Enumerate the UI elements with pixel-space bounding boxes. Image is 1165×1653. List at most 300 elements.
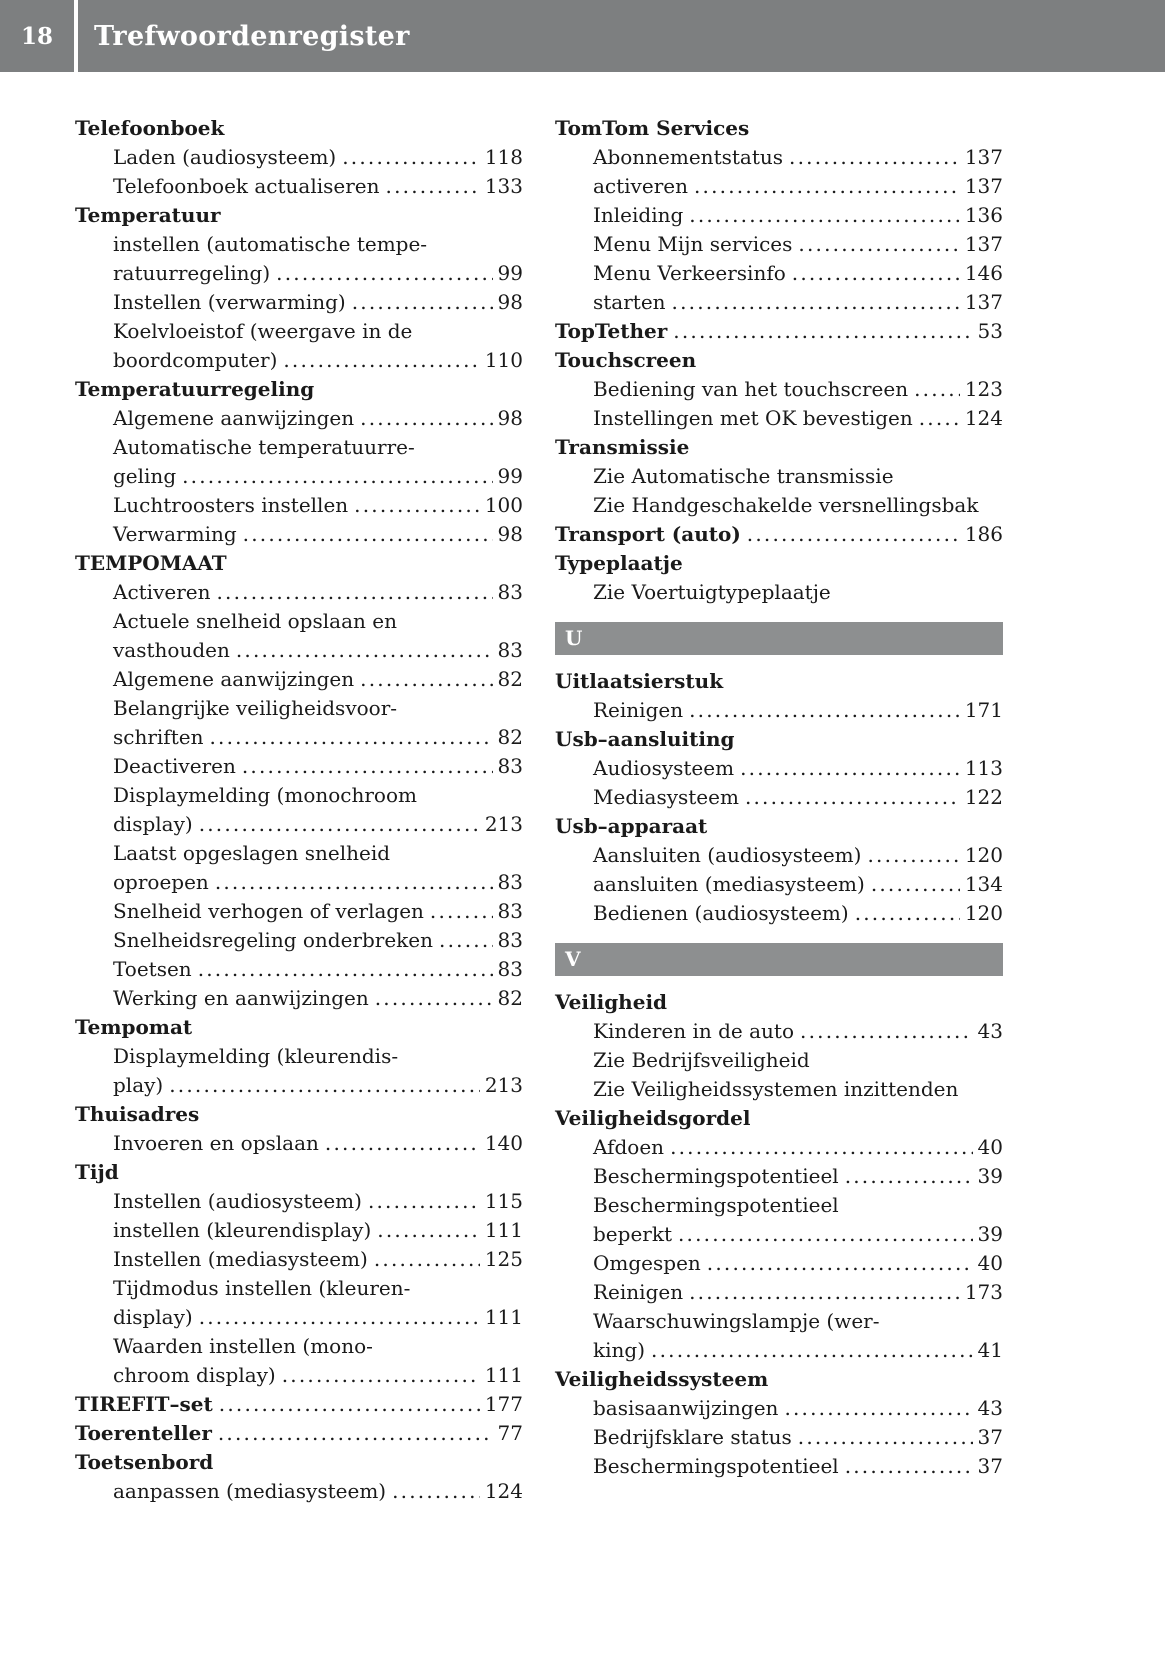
page-ref: 171 — [964, 698, 1003, 722]
index-heading — [555, 1365, 1003, 1394]
index-entry — [555, 1249, 1003, 1278]
entry-label: Toetsenbord — [75, 1450, 214, 1474]
index-entry — [75, 1245, 523, 1274]
dot-leader — [352, 288, 493, 317]
entry-label: Actuele snelheid opslaan en — [113, 609, 397, 633]
index-heading — [555, 114, 1003, 143]
entry-label: Kinderen in de auto — [593, 1019, 795, 1043]
entry-label: Toetsen — [113, 957, 192, 981]
entry-label: basisaanwijzingen — [593, 1396, 779, 1420]
dot-leader — [694, 172, 960, 201]
page-number: 18 — [20, 22, 53, 50]
entry-label: Reinigen — [593, 1280, 684, 1304]
dot-leader — [169, 1071, 480, 1100]
dot-leader — [689, 1278, 960, 1307]
page-ref: 100 — [484, 493, 523, 517]
dot-leader — [740, 754, 960, 783]
index-entry — [75, 781, 523, 810]
dot-leader — [209, 723, 492, 752]
entry-label: boordcomputer) — [113, 348, 278, 372]
dot-leader — [747, 520, 960, 549]
index-entry — [75, 926, 523, 955]
dot-leader — [360, 665, 492, 694]
page-ref: 82 — [497, 986, 523, 1010]
entry-label: oproepen — [113, 870, 209, 894]
dot-leader — [919, 404, 960, 433]
entry-label: Luchtroosters instellen — [113, 493, 349, 517]
page-ref: 111 — [484, 1305, 523, 1329]
index-entry — [555, 1307, 1003, 1336]
page-ref: 123 — [964, 377, 1003, 401]
dot-leader — [282, 1361, 480, 1390]
dot-leader — [670, 1133, 972, 1162]
page-ref: 118 — [484, 145, 523, 169]
dot-leader — [342, 143, 480, 172]
index-entry — [555, 754, 1003, 783]
index-entry — [75, 520, 523, 549]
page-ref: 83 — [497, 638, 523, 662]
entry-label: Aansluiten (audiosysteem) — [593, 843, 862, 867]
index-entry — [555, 462, 1003, 491]
entry-label: Abonnementstatus — [593, 145, 784, 169]
dot-leader — [368, 1187, 480, 1216]
dot-leader — [283, 346, 479, 375]
dot-leader — [217, 578, 493, 607]
index-entry — [75, 491, 523, 520]
index-heading — [555, 549, 1003, 578]
index-entry — [75, 636, 523, 665]
entry-label: Waarden instellen (mono- — [113, 1334, 373, 1358]
page-ref: 115 — [484, 1189, 523, 1213]
entry-label: Laatst opgeslagen snelheid — [113, 841, 391, 865]
dot-leader — [689, 201, 960, 230]
entry-label: Werking en aanwijzingen — [113, 986, 369, 1010]
dot-leader — [375, 984, 493, 1013]
page-ref: 40 — [977, 1251, 1003, 1275]
index-entry — [75, 462, 523, 491]
dot-leader — [871, 870, 960, 899]
page-header — [0, 0, 1165, 72]
entry-label: Instellen (mediasysteem) — [113, 1247, 368, 1271]
index-entry — [75, 346, 523, 375]
index-entry — [555, 172, 1003, 201]
entry-label: Snelheid verhogen of verlagen — [113, 899, 424, 923]
index-entry — [75, 607, 523, 636]
page-ref: 113 — [964, 756, 1003, 780]
entry-label: Deactiveren — [113, 754, 236, 778]
dot-leader — [673, 317, 972, 346]
entry-label: Usb–apparaat — [555, 814, 708, 838]
page-ref: 125 — [484, 1247, 523, 1271]
entry-label: Inleiding — [593, 203, 684, 227]
index-entry — [555, 1162, 1003, 1191]
index-column-right — [555, 114, 1003, 1506]
dot-leader — [672, 288, 960, 317]
entry-label: Veiligheid — [555, 990, 668, 1014]
entry-label: aanpassen (mediasysteem) — [113, 1479, 387, 1503]
entry-label: TEMPOMAAT — [75, 551, 227, 575]
entry-label: Toerenteller — [75, 1421, 212, 1445]
section-bar-u — [555, 622, 1003, 655]
entry-label: instellen (kleurendisplay) — [113, 1218, 372, 1242]
dot-leader — [198, 955, 493, 984]
index-entry — [75, 317, 523, 346]
entry-label: Bedrijfsklare status — [593, 1425, 792, 1449]
entry-label: Audiosysteem — [593, 756, 735, 780]
index-entry — [555, 259, 1003, 288]
page-ref: 136 — [964, 203, 1003, 227]
page-ref: 134 — [964, 872, 1003, 896]
index-heading — [75, 1100, 523, 1129]
index-entry — [555, 1394, 1003, 1423]
entry-label: Bediening van het touchscreen — [593, 377, 909, 401]
index-entry — [75, 259, 523, 288]
dot-leader — [867, 841, 959, 870]
dot-leader — [236, 636, 493, 665]
page-ref: 186 — [964, 522, 1003, 546]
entry-label: TopTether — [555, 319, 668, 343]
index-entry — [75, 288, 523, 317]
section-letter: V — [565, 947, 581, 971]
index-heading — [555, 988, 1003, 1017]
index-entry — [75, 723, 523, 752]
page-ref: 98 — [497, 406, 523, 430]
index-heading — [75, 1013, 523, 1042]
page-ref: 83 — [497, 870, 523, 894]
entry-label: Zie Handgeschakelde versnellingsbak — [593, 493, 979, 517]
index-entry — [555, 201, 1003, 230]
dot-leader — [218, 1419, 493, 1448]
index-entry — [75, 955, 523, 984]
entry-label: Zie Voertuigtypeplaatje — [593, 580, 831, 604]
entry-label: Transport (auto) — [555, 522, 741, 546]
page-ref: 83 — [497, 899, 523, 923]
dot-leader — [276, 259, 492, 288]
entry-label: Bedienen (audiosysteem) — [593, 901, 849, 925]
dot-leader — [219, 1390, 480, 1419]
entry-label: Activeren — [113, 580, 211, 604]
index-entry — [555, 230, 1003, 259]
index-entry — [555, 1452, 1003, 1481]
index-entry — [555, 288, 1003, 317]
dot-leader — [792, 259, 960, 288]
entry-label: activeren — [593, 174, 688, 198]
index-entry — [555, 1075, 1003, 1104]
page-ref: 124 — [964, 406, 1003, 430]
page-ref: 40 — [977, 1135, 1003, 1159]
entry-label: Menu Mijn services — [593, 232, 793, 256]
entry-label: display) — [113, 1305, 193, 1329]
entry-label: Belangrijke veiligheidsvoor- — [113, 696, 398, 720]
index-entry — [555, 1133, 1003, 1162]
page-ref: 137 — [964, 232, 1003, 256]
dot-leader — [392, 1477, 480, 1506]
entry-label: Displaymelding (kleurendis- — [113, 1044, 399, 1068]
dot-leader — [651, 1336, 973, 1365]
index-heading — [555, 433, 1003, 462]
page-ref: 53 — [977, 319, 1003, 343]
entry-label: Tijd — [75, 1160, 119, 1184]
dot-leader — [914, 375, 960, 404]
dot-leader — [430, 897, 493, 926]
entry-label: Tijdmodus instellen (kleuren- — [113, 1276, 411, 1300]
index-entry — [75, 1042, 523, 1071]
dot-leader — [855, 899, 960, 928]
entry-label: Temperatuur — [75, 203, 221, 227]
entry-label: Beschermingspotentieel — [593, 1454, 839, 1478]
page-ref: 39 — [977, 1222, 1003, 1246]
page-ref: 98 — [497, 290, 523, 314]
page-ref: 83 — [497, 928, 523, 952]
entry-label: Displaymelding (monochroom — [113, 783, 417, 807]
index-column-left — [75, 114, 523, 1506]
entry-label: Telefoonboek actualiseren — [113, 174, 380, 198]
page-ref: 83 — [497, 754, 523, 778]
page-title: Trefwoordenregister — [94, 20, 410, 52]
page-ref: 120 — [964, 843, 1003, 867]
entry-label: Invoeren en opslaan — [113, 1131, 319, 1155]
index-heading — [75, 1390, 523, 1419]
entry-label: Laden (audiosysteem) — [113, 145, 337, 169]
dot-leader — [360, 404, 492, 433]
index-heading — [555, 667, 1003, 696]
entry-label: play) — [113, 1073, 164, 1097]
page-ref: 133 — [484, 174, 523, 198]
index-entry — [555, 1278, 1003, 1307]
entry-label: Instellen (audiosysteem) — [113, 1189, 362, 1213]
index-heading — [75, 201, 523, 230]
index-heading — [555, 346, 1003, 375]
entry-label: TIREFIT–set — [75, 1392, 213, 1416]
index-entry — [555, 783, 1003, 812]
section-letter: U — [565, 626, 583, 650]
page-ref: 110 — [484, 348, 523, 372]
entry-label: Telefoonboek — [75, 116, 225, 140]
index-entry — [75, 172, 523, 201]
index-heading — [75, 1158, 523, 1187]
index-entry — [555, 1191, 1003, 1220]
index-entry — [555, 870, 1003, 899]
index-heading — [75, 1419, 523, 1448]
index-entry — [75, 1129, 523, 1158]
index-entry — [75, 143, 523, 172]
index-entry — [555, 1046, 1003, 1075]
entry-label: beperkt — [593, 1222, 672, 1246]
page-ref: 213 — [484, 812, 523, 836]
entry-label: Beschermingspotentieel — [593, 1164, 839, 1188]
entry-label: chroom display) — [113, 1363, 276, 1387]
page-ref: 124 — [484, 1479, 523, 1503]
dot-leader — [325, 1129, 480, 1158]
page-ref: 39 — [977, 1164, 1003, 1188]
page-ref: 122 — [964, 785, 1003, 809]
page-ref: 82 — [497, 725, 523, 749]
index-entry — [75, 433, 523, 462]
page-ref: 146 — [964, 261, 1003, 285]
page-ref: 111 — [484, 1218, 523, 1242]
page-ref: 83 — [497, 580, 523, 604]
dot-leader — [707, 1249, 973, 1278]
entry-label: Omgespen — [593, 1251, 701, 1275]
dot-leader — [215, 868, 493, 897]
page-ref: 137 — [964, 174, 1003, 198]
entry-label: king) — [593, 1338, 646, 1362]
entry-label: Koelvloeistof (weergave in de — [113, 319, 413, 343]
section-bar-v — [555, 943, 1003, 976]
entry-label: TomTom Services — [555, 116, 750, 140]
page-ref: 173 — [964, 1280, 1003, 1304]
entry-label: instellen (automatische tempe- — [113, 232, 428, 256]
page-ref: 82 — [497, 667, 523, 691]
dot-leader — [439, 926, 493, 955]
index-entry — [75, 810, 523, 839]
index-heading — [555, 520, 1003, 549]
entry-label: Uitlaatsierstuk — [555, 669, 724, 693]
page-ref: 37 — [977, 1425, 1003, 1449]
page-ref: 77 — [497, 1421, 523, 1445]
entry-label: Instellen (verwarming) — [113, 290, 346, 314]
index-entry — [75, 1071, 523, 1100]
page-ref: 99 — [497, 261, 523, 285]
index-entry — [75, 1274, 523, 1303]
dot-leader — [354, 491, 480, 520]
page-ref: 120 — [964, 901, 1003, 925]
index-entry — [555, 1017, 1003, 1046]
entry-label: Waarschuwingslampje (wer- — [593, 1309, 880, 1333]
page-ref: 83 — [497, 957, 523, 981]
entry-label: Zie Veiligheidssystemen inzittenden — [593, 1077, 959, 1101]
index-entry — [75, 404, 523, 433]
entry-label: Thuisadres — [75, 1102, 200, 1126]
page-ref: 43 — [977, 1396, 1003, 1420]
index-entry — [555, 841, 1003, 870]
index-heading — [75, 1448, 523, 1477]
index-heading — [555, 725, 1003, 754]
entry-label: Algemene aanwijzingen — [113, 406, 355, 430]
page-ref: 43 — [977, 1019, 1003, 1043]
entry-label: Transmissie — [555, 435, 690, 459]
dot-leader — [386, 172, 480, 201]
index-entry — [75, 1303, 523, 1332]
index-entry — [75, 1216, 523, 1245]
index-entry — [555, 578, 1003, 607]
page-ref: 177 — [484, 1392, 523, 1416]
index-entry — [75, 984, 523, 1013]
index-entry — [75, 839, 523, 868]
entry-label: schriften — [113, 725, 204, 749]
index-heading — [75, 375, 523, 404]
dot-leader — [243, 520, 493, 549]
entry-label: Afdoen — [593, 1135, 665, 1159]
dot-leader — [199, 810, 480, 839]
dot-leader — [182, 462, 492, 491]
entry-label: Veiligheidssysteem — [555, 1367, 769, 1391]
index-entry — [75, 752, 523, 781]
dot-leader — [798, 1423, 973, 1452]
index-entry — [75, 578, 523, 607]
dot-leader — [377, 1216, 480, 1245]
index-content — [0, 72, 1165, 1566]
index-heading — [555, 812, 1003, 841]
index-entry — [75, 1477, 523, 1506]
entry-label: Zie Automatische transmissie — [593, 464, 894, 488]
index-entry — [555, 404, 1003, 433]
index-entry — [555, 375, 1003, 404]
entry-label: Verwarming — [113, 522, 237, 546]
entry-label: Veiligheidsgordel — [555, 1106, 751, 1130]
index-entry — [75, 230, 523, 259]
index-heading — [75, 549, 523, 578]
index-entry — [555, 1423, 1003, 1452]
entry-label: geling — [113, 464, 177, 488]
index-entry — [555, 143, 1003, 172]
entry-label: Temperatuurregeling — [75, 377, 315, 401]
page-ref: 99 — [497, 464, 523, 488]
dot-leader — [745, 783, 960, 812]
page-ref: 98 — [497, 522, 523, 546]
dot-leader — [199, 1303, 480, 1332]
index-heading — [75, 114, 523, 143]
index-entry — [555, 899, 1003, 928]
index-entry — [75, 1361, 523, 1390]
index-heading — [555, 317, 1003, 346]
entry-label: Typeplaatje — [555, 551, 683, 575]
index-entry — [555, 1336, 1003, 1365]
page-ref: 41 — [977, 1338, 1003, 1362]
index-entry — [75, 1332, 523, 1361]
index-entry — [75, 897, 523, 926]
entry-label: display) — [113, 812, 193, 836]
index-entry — [555, 696, 1003, 725]
page-ref: 137 — [964, 290, 1003, 314]
dot-leader — [845, 1162, 973, 1191]
entry-label: Menu Verkeersinfo — [593, 261, 786, 285]
dot-leader — [845, 1452, 973, 1481]
page-ref: 111 — [484, 1363, 523, 1387]
index-entry — [75, 868, 523, 897]
dot-leader — [689, 696, 960, 725]
entry-label: Instellingen met OK bevestigen — [593, 406, 913, 430]
page-ref: 140 — [484, 1131, 523, 1155]
entry-label: Usb–aansluiting — [555, 727, 735, 751]
dot-leader — [784, 1394, 972, 1423]
dot-leader — [678, 1220, 973, 1249]
entry-label: Snelheidsregeling onderbreken — [113, 928, 434, 952]
index-entry — [555, 491, 1003, 520]
index-entry — [75, 694, 523, 723]
entry-label: Reinigen — [593, 698, 684, 722]
dot-leader — [800, 1017, 973, 1046]
dot-leader — [374, 1245, 480, 1274]
entry-label: Mediasysteem — [593, 785, 739, 809]
entry-label: Zie Bedrijfsveiligheid — [593, 1048, 810, 1072]
page-ref: 37 — [977, 1454, 1003, 1478]
entry-label: aansluiten (mediasysteem) — [593, 872, 865, 896]
dot-leader — [242, 752, 493, 781]
entry-label: Tempomat — [75, 1015, 193, 1039]
entry-label: Automatische temperatuurre- — [113, 435, 415, 459]
index-entry — [75, 1187, 523, 1216]
entry-label: Algemene aanwijzingen — [113, 667, 355, 691]
entry-label: vasthouden — [113, 638, 230, 662]
dot-leader — [798, 230, 959, 259]
page-ref: 213 — [484, 1073, 523, 1097]
entry-label: starten — [593, 290, 666, 314]
entry-label: Beschermingspotentieel — [593, 1193, 839, 1217]
index-entry — [555, 1220, 1003, 1249]
index-entry — [75, 665, 523, 694]
entry-label: Touchscreen — [555, 348, 697, 372]
